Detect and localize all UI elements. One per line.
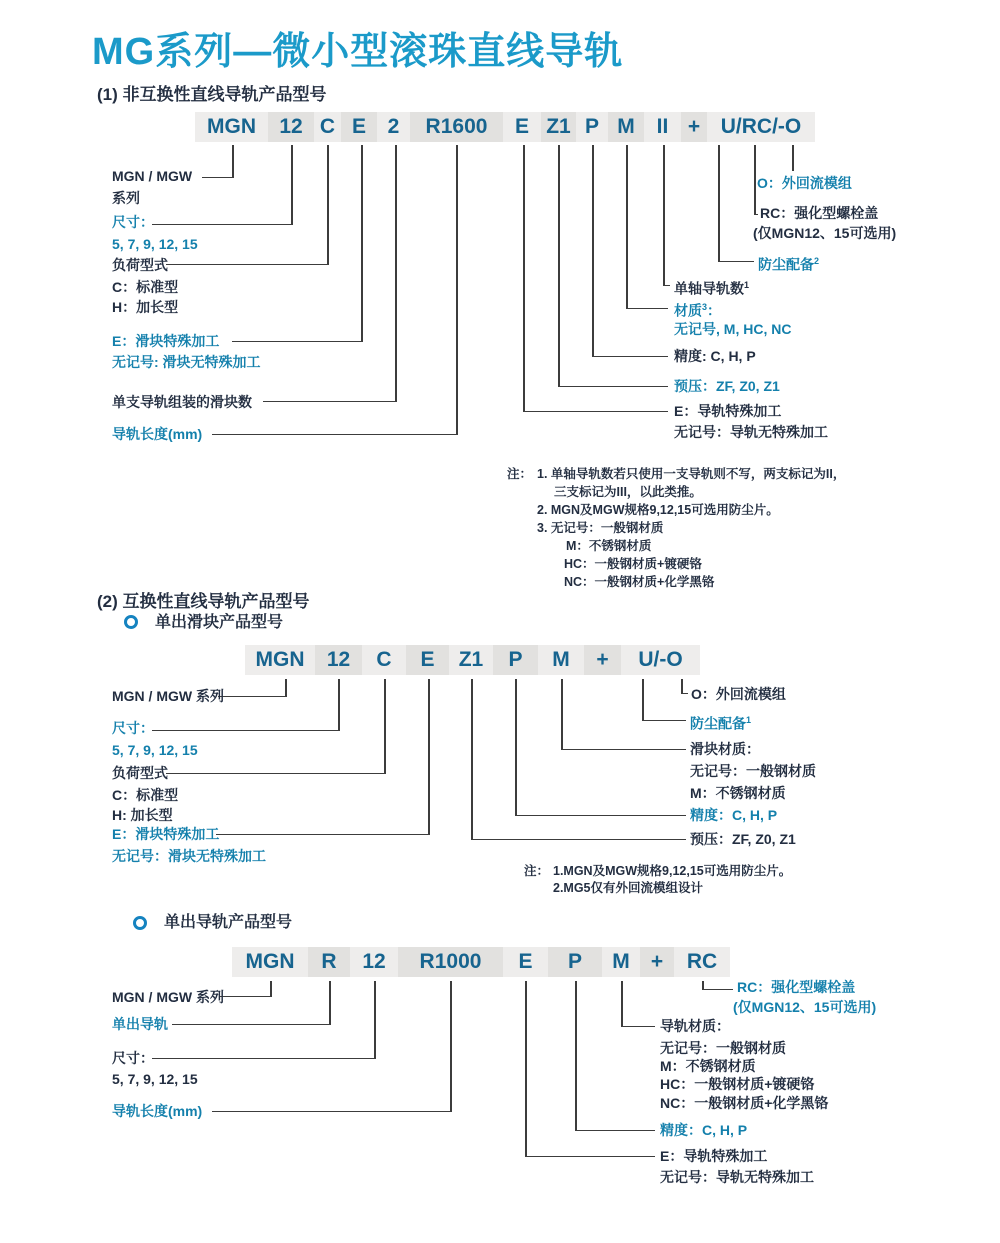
label-rail-count [674, 277, 749, 298]
connector-line [374, 981, 376, 1059]
connector-line [329, 981, 331, 1025]
model-token: M [602, 947, 640, 977]
connector-line [621, 981, 623, 1027]
connector-line [270, 981, 272, 997]
label-precision: 精度：C, H, P [690, 807, 778, 823]
label-rc-cover-note: (仅MGN12、15可选用) [733, 999, 877, 1015]
label-material-title [674, 299, 721, 320]
connector-line [626, 145, 628, 309]
model-token: U/-O [621, 645, 700, 675]
connector-line [220, 996, 270, 998]
label-outer-loop: O：外回流模组 [757, 175, 852, 191]
connector-line [166, 264, 327, 266]
note-line: M：不锈钢材质 [566, 539, 652, 553]
connector-line [702, 989, 733, 991]
connector-line [525, 981, 527, 1157]
connector-line [718, 145, 720, 262]
label-text: 防尘配备 [758, 256, 814, 273]
model-token: M [608, 112, 644, 142]
label-material-title: 导轨材质： [660, 1018, 730, 1034]
connector-line [592, 356, 668, 358]
note-line: HC：一般钢材质+镀硬铬 [564, 557, 702, 571]
connector-line [523, 411, 668, 413]
model-token: E [503, 947, 548, 977]
model-token: U/RC/-O [707, 112, 815, 142]
connector-line [792, 145, 794, 171]
model-token: + [640, 947, 674, 977]
connector-line [515, 815, 686, 817]
label-load-c: C：标准型 [112, 279, 179, 295]
superscript: 2 [814, 256, 820, 266]
label-material-m: M：不锈钢材质 [660, 1058, 756, 1074]
connector-line [450, 981, 452, 1112]
connector-line [216, 834, 428, 836]
connector-line [172, 1024, 329, 1026]
connector-line [626, 308, 668, 310]
label-text: 防尘配备 [690, 715, 746, 732]
label-rail-special: E：导轨特殊加工 [660, 1148, 768, 1164]
connector-line [471, 679, 473, 840]
label-material-values: 无记号, M, HC, NC [674, 321, 792, 337]
connector-line [525, 1156, 655, 1158]
note-line: 2.MG5仅有外回流模组设计 [553, 881, 704, 895]
model-token: 12 [350, 947, 398, 977]
label-size-title: 尺寸： [112, 1050, 154, 1066]
bullet-circle-icon [133, 916, 147, 930]
label-material-m: M：不锈钢材质 [690, 785, 786, 801]
connector-line [212, 1111, 450, 1113]
label-block-none: 无记号: 滑块无特殊加工 [112, 354, 261, 370]
connector-line [561, 679, 563, 750]
model-token: P [548, 947, 602, 977]
label-preload: 预压：ZF, Z0, Z1 [674, 378, 780, 394]
model-token: E [406, 645, 449, 675]
connector-line [663, 285, 670, 287]
connector-line [592, 145, 594, 357]
label-material-title: 滑块材质： [690, 741, 760, 757]
connector-line [152, 224, 291, 226]
connector-line [218, 696, 285, 698]
connector-line [327, 145, 329, 265]
connector-line [166, 773, 384, 775]
connector-line [754, 214, 758, 216]
model-token: Z1 [541, 112, 576, 142]
connector-line [523, 145, 525, 412]
label-outer-loop: O：外回流模组 [691, 686, 786, 702]
model-token: C [362, 645, 406, 675]
model-token: 12 [315, 645, 362, 675]
label-rail-length: 导轨长度(mm) [112, 426, 203, 442]
label-size-title: 尺寸： [112, 720, 154, 736]
connector-line [384, 679, 386, 774]
connector-line [152, 1058, 374, 1060]
bullet-circle-icon [124, 615, 138, 629]
model-token: II [644, 112, 681, 142]
connector-line [575, 981, 577, 1131]
connector-line [202, 177, 232, 179]
connector-line [621, 1026, 655, 1028]
connector-line [263, 401, 395, 403]
connector-line [681, 693, 688, 695]
label-load-h: H: 加长型 [112, 807, 173, 823]
label-size-values: 5, 7, 9, 12, 15 [112, 742, 198, 758]
note-line: 3. 无记号：一般钢材质 [537, 521, 664, 535]
label-load-type: 负荷型式 [112, 257, 168, 273]
label-material-none: 无记号：一般钢材质 [690, 763, 816, 779]
superscript: 1 [746, 715, 752, 725]
note-line: 三支标记为III，以此类推。 [554, 485, 702, 499]
subsection-rail-heading: 单出导轨产品型号 [164, 914, 293, 931]
label-preload: 预压：ZF, Z0, Z1 [690, 831, 796, 847]
section2-heading: (2) 互换性直线导轨产品型号 [97, 592, 310, 611]
label-rail-none: 无记号：导轨无特殊加工 [674, 424, 828, 440]
connector-line [558, 145, 560, 387]
connector-line [471, 839, 686, 841]
connector-line [642, 679, 644, 721]
note-line: NC：一般钢材质+化学黑铬 [564, 575, 715, 589]
model-token: E [341, 112, 377, 142]
label-text: 材质 [674, 302, 702, 319]
connector-line [212, 434, 456, 436]
connector-line [285, 679, 287, 697]
note-tag: 注： [524, 864, 550, 878]
label-block-special: E：滑块特殊加工 [112, 333, 220, 349]
model-token: M [538, 645, 584, 675]
superscript: 3 [702, 302, 708, 312]
model-token: MGN [232, 947, 308, 977]
model-token: MGN [245, 645, 315, 675]
label-material-hc: HC：一般钢材质+镀硬铬 [660, 1076, 815, 1092]
model-token: P [576, 112, 608, 142]
label-load-h: H：加长型 [112, 299, 179, 315]
model-token: Z1 [449, 645, 493, 675]
connector-line [232, 145, 234, 178]
connector-line [152, 730, 338, 732]
label-size-title: 尺寸： [112, 214, 154, 230]
superscript: 1 [744, 280, 750, 290]
label-rc-cover-note: (仅MGN12、15可选用) [753, 225, 897, 241]
label-load-type: 负荷型式 [112, 765, 168, 781]
connector-line [456, 145, 458, 435]
connector-line [561, 749, 686, 751]
label-block-none: 无记号：滑块无特殊加工 [112, 848, 266, 864]
label-text: 单轴导轨数 [674, 280, 744, 297]
model-token: R1000 [398, 947, 503, 977]
model-token: + [584, 645, 621, 675]
connector-line [361, 145, 363, 342]
model-token: RC [674, 947, 730, 977]
connector-line [515, 679, 517, 816]
label-rail-length: 导轨长度(mm) [112, 1103, 203, 1119]
label-dust-option [690, 712, 751, 733]
label-rail-special: E：导轨特殊加工 [674, 403, 782, 419]
label-series: 系列 [112, 190, 140, 206]
model-token: P [493, 645, 538, 675]
label-load-c: C：标准型 [112, 787, 179, 803]
connector-line [754, 145, 756, 215]
label-block-count: 单支导轨组装的滑块数 [112, 394, 252, 410]
model-token: 2 [377, 112, 410, 142]
model-token: 12 [268, 112, 314, 142]
connector-line [575, 1130, 655, 1132]
label-rc-cover: RC：强化型螺栓盖 [760, 205, 879, 221]
label-size-values: 5, 7, 9, 12, 15 [112, 236, 198, 252]
label-precision: 精度: C, H, P [674, 348, 756, 364]
label-series: MGN / MGW 系列 [112, 989, 224, 1005]
label-text: ： [707, 302, 722, 319]
label-dust-option [758, 253, 819, 274]
label-precision: 精度：C, H, P [660, 1122, 748, 1138]
label-size-values: 5, 7, 9, 12, 15 [112, 1071, 198, 1087]
page-title: MG系列—微小型滚珠直线导轨 [92, 31, 624, 73]
note-line: 2. MGN及MGW规格9,12,15可选用防尘片。 [537, 503, 779, 517]
label-series: MGN / MGW 系列 [112, 688, 224, 704]
connector-line [558, 386, 668, 388]
model-token: R1600 [410, 112, 503, 142]
model-token: MGN [195, 112, 268, 142]
note-tag: 注： [507, 467, 533, 481]
note-line: 1.MGN及MGW规格9,12,15可选用防尘片。 [553, 864, 792, 878]
label-rail-none: 无记号：导轨无特殊加工 [660, 1169, 814, 1185]
model-token: C [314, 112, 341, 142]
label-material-none: 无记号：一般钢材质 [660, 1040, 786, 1056]
label-material-nc: NC：一般钢材质+化学黑铬 [660, 1095, 829, 1111]
label-block-special: E：滑块特殊加工 [112, 826, 220, 842]
connector-line [428, 679, 430, 835]
connector-line [663, 145, 665, 286]
section1-heading: (1) 非互换性直线导轨产品型号 [97, 85, 327, 104]
label-series: MGN / MGW [112, 168, 193, 184]
connector-line [395, 145, 397, 402]
model-token: R [308, 947, 350, 977]
connector-line [718, 261, 754, 263]
model-token: + [681, 112, 707, 142]
note-line: 1. 单轴导轨数若只使用一支导轨则不写，两支标记为II， [537, 467, 846, 481]
subsection-block-heading: 单出滑块产品型号 [155, 614, 284, 631]
connector-line [642, 720, 686, 722]
connector-line [291, 145, 293, 225]
connector-line [338, 679, 340, 731]
label-single-rail: 单出导轨 [112, 1016, 168, 1032]
model-token: E [503, 112, 541, 142]
label-rc-cover: RC：强化型螺栓盖 [737, 979, 856, 995]
connector-line [232, 341, 361, 343]
